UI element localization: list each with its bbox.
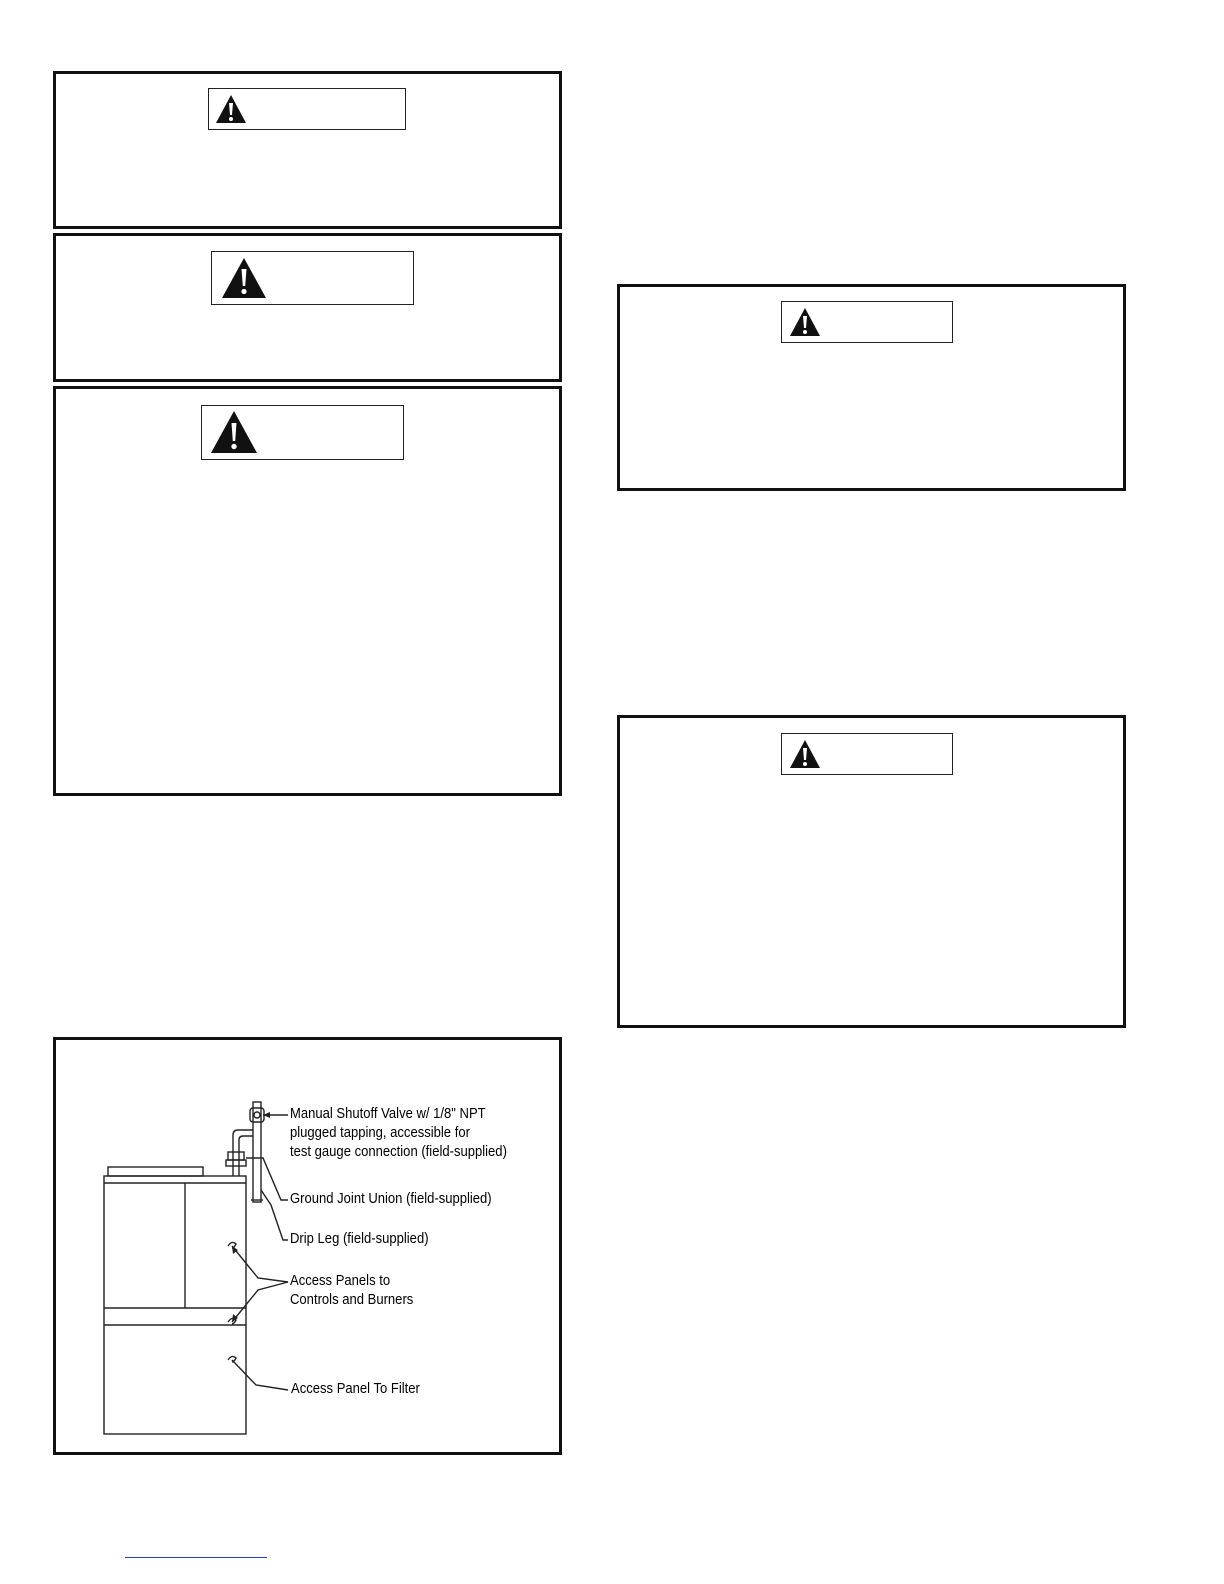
warning-triangle-icon xyxy=(788,306,822,338)
warning-triangle-icon xyxy=(214,93,248,125)
warning-box-5 xyxy=(617,715,1126,1028)
warning-banner xyxy=(781,301,953,343)
manual-shutoff-valve xyxy=(250,1108,264,1122)
callout-line: Access Panels to xyxy=(290,1273,391,1289)
gas-pipe xyxy=(233,1130,253,1176)
panel-latch xyxy=(228,1242,236,1248)
warning-box-4 xyxy=(617,284,1126,491)
warning-triangle-icon xyxy=(209,409,259,455)
figure-box xyxy=(53,1037,562,1455)
ground-joint-union xyxy=(228,1152,244,1160)
callout-access-panels xyxy=(290,1272,413,1310)
callout-line: Controls and Burners xyxy=(290,1292,414,1308)
furnace-cabinet xyxy=(104,1176,246,1434)
warning-box-3 xyxy=(53,386,562,796)
callout-line: plugged tapping, accessible for xyxy=(290,1125,470,1141)
callout-drip-leg: Drip Leg (field-supplied) xyxy=(290,1231,429,1247)
warning-triangle-icon xyxy=(220,256,268,300)
warning-banner xyxy=(208,88,406,130)
warning-box-2 xyxy=(53,233,562,382)
warning-box-1 xyxy=(53,71,562,229)
footer-link[interactable] xyxy=(125,1557,267,1558)
callout-line: test gauge connection (field-supplied) xyxy=(290,1144,507,1160)
warning-banner xyxy=(781,733,953,775)
warning-triangle-icon xyxy=(788,738,822,770)
furnace-top-flange xyxy=(108,1167,203,1176)
warning-banner xyxy=(201,405,404,460)
callout-filter-panel: Access Panel To Filter xyxy=(291,1381,420,1397)
callout-shutoff-valve xyxy=(290,1105,507,1162)
callout-line: Manual Shutoff Valve w/ 1/8" NPT xyxy=(290,1106,486,1122)
callout-ground-union: Ground Joint Union (field-supplied) xyxy=(290,1191,492,1207)
warning-banner xyxy=(211,251,414,305)
